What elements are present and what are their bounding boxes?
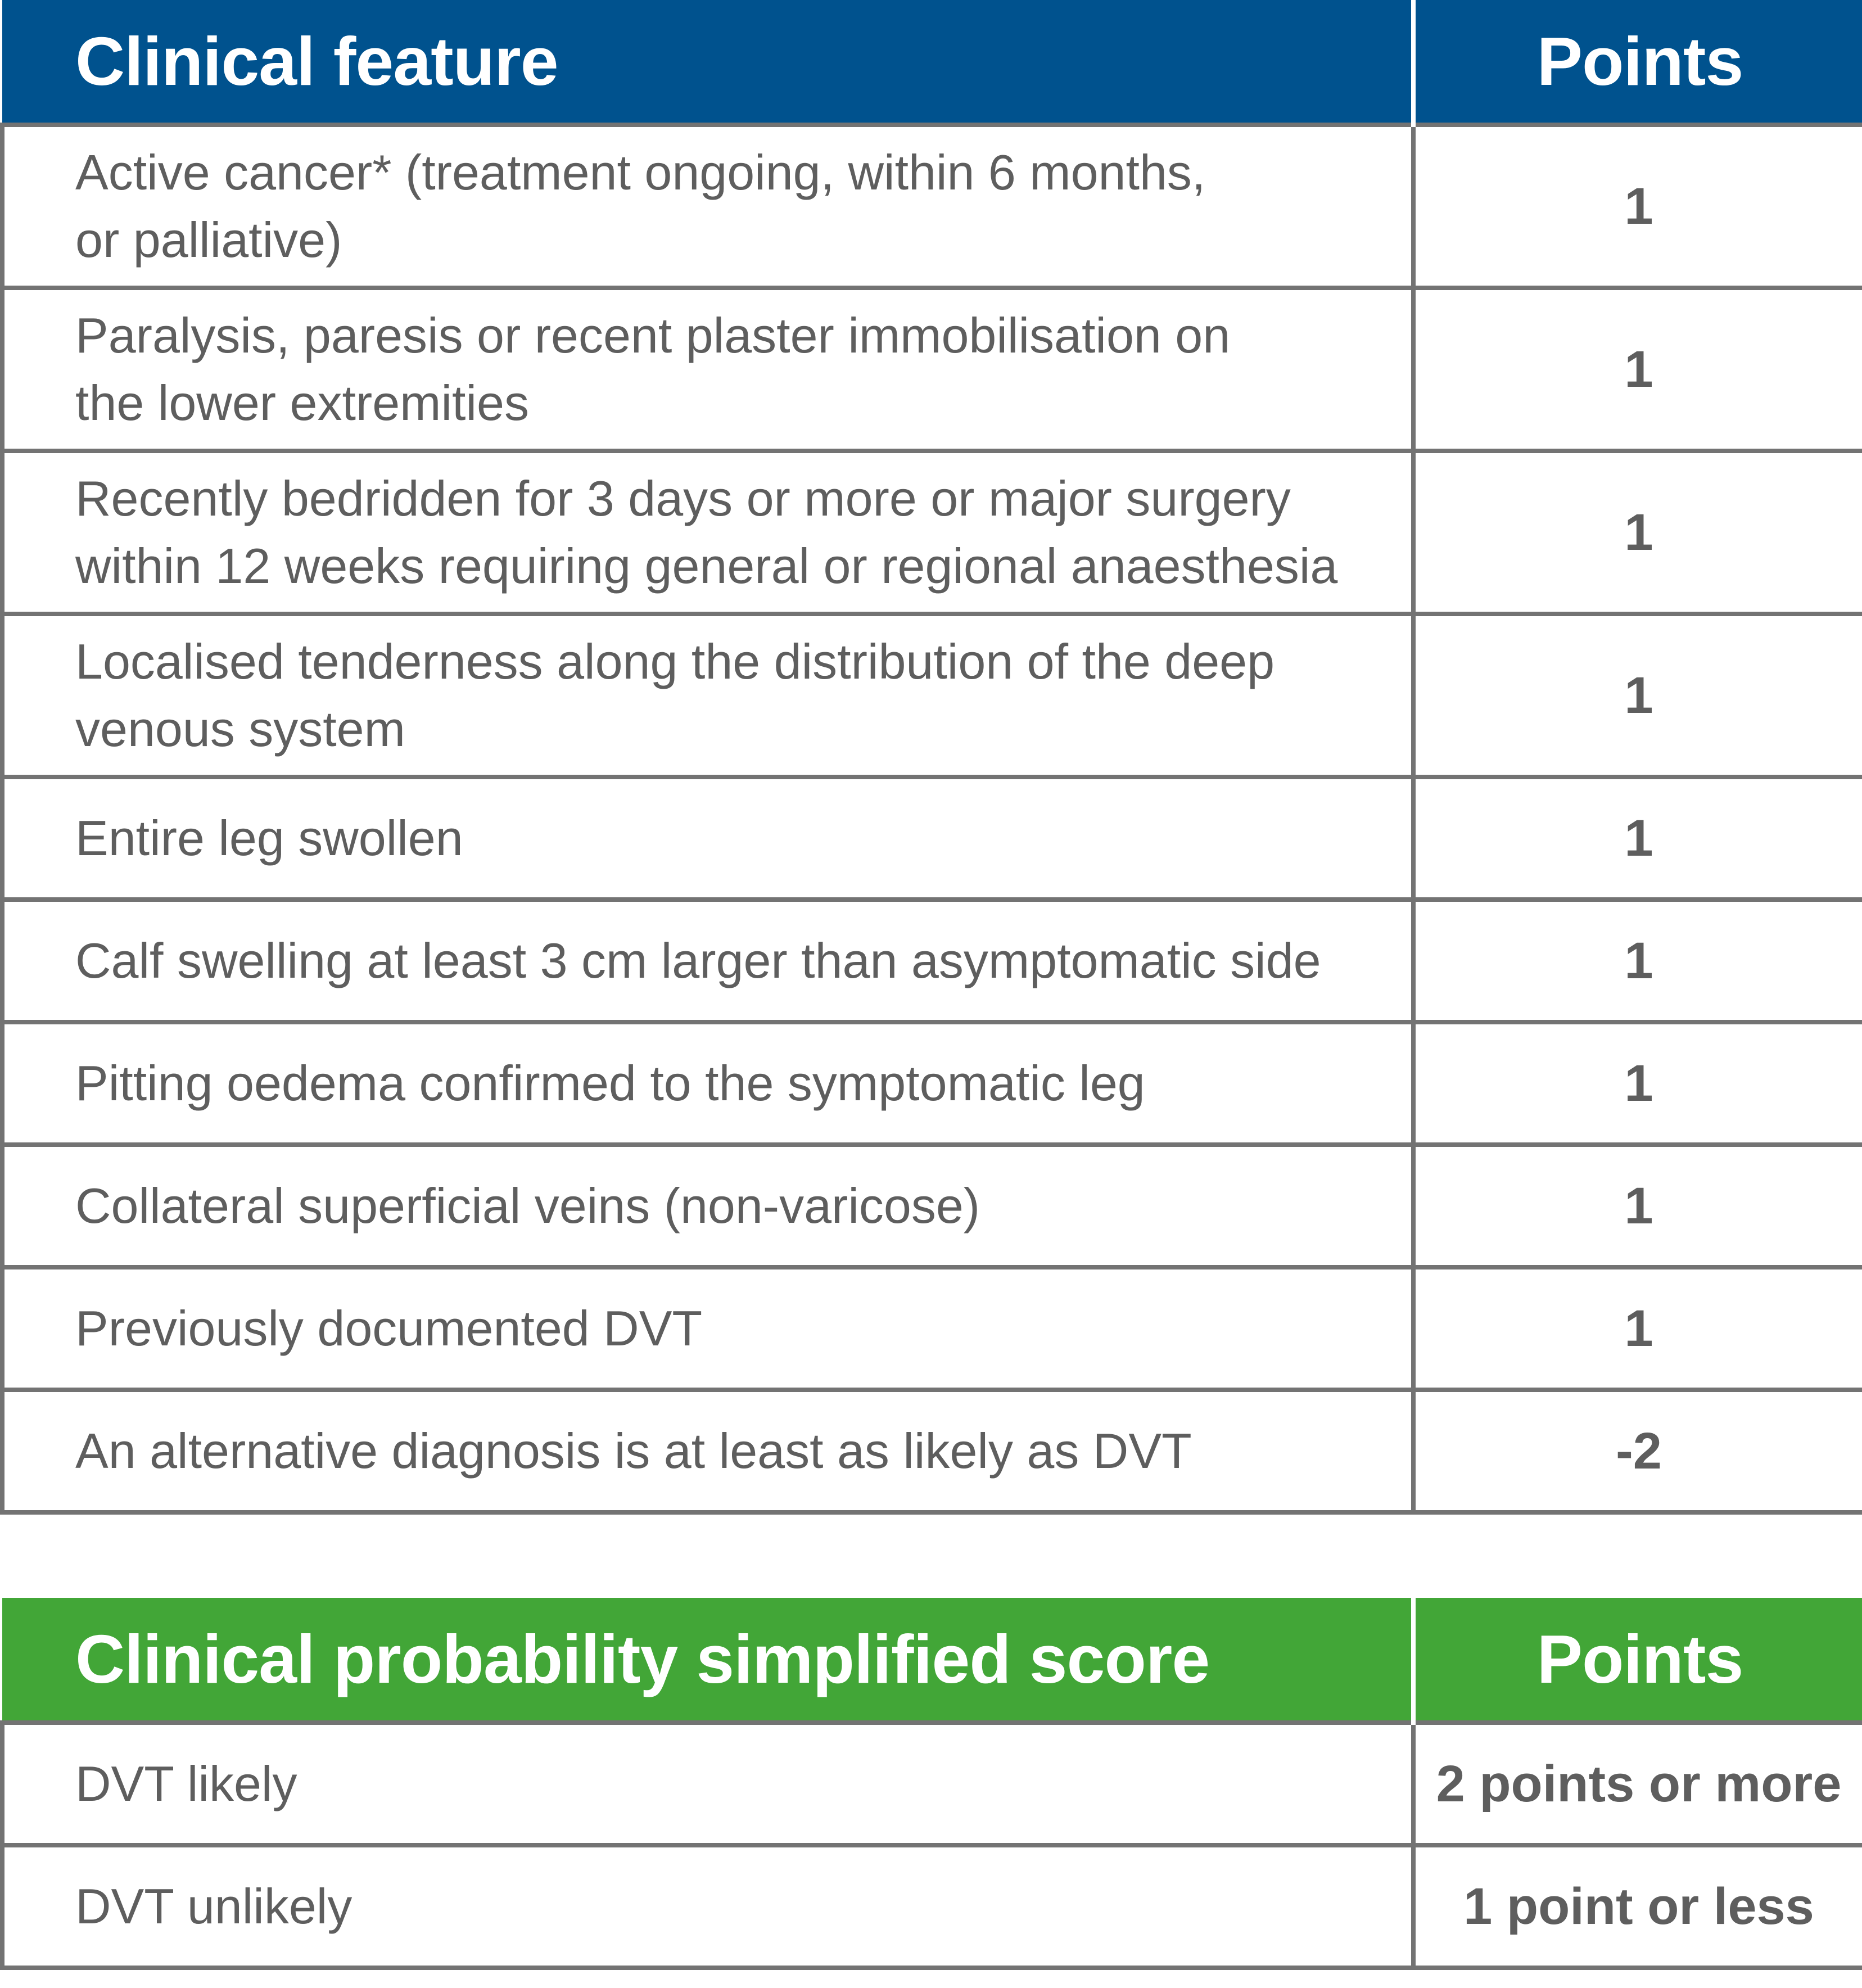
probability-score-table (0, 1598, 1862, 1970)
probability-header-row (2, 1598, 1862, 1723)
feature-text-line: the lower extremities (75, 375, 529, 431)
table-row (2, 900, 1862, 1022)
points-cell: 1 point or less (1413, 1845, 1862, 1968)
points-cell: 1 (1413, 1145, 1862, 1267)
table-row (2, 1145, 1862, 1267)
points-cell: 1 (1413, 777, 1862, 900)
probability-score-header: Clinical probability simplified score (2, 1598, 1413, 1723)
points-cell: 1 (1413, 288, 1862, 451)
feature-cell: Collateral superficial veins (non-varicose) (2, 1145, 1413, 1267)
points-cell: -2 (1413, 1390, 1862, 1512)
points-cell: 2 points or more (1413, 1723, 1862, 1845)
feature-text-line: or palliative) (75, 212, 342, 268)
table-row (2, 1022, 1862, 1145)
points-cell: 1 (1413, 614, 1862, 777)
table-row (2, 1390, 1862, 1512)
points-cell: 1 (1413, 1022, 1862, 1145)
table-row (2, 777, 1862, 900)
feature-cell: Entire leg swollen (2, 777, 1413, 900)
table-row (2, 451, 1862, 614)
table-row (2, 125, 1862, 288)
points-cell: 1 (1413, 1267, 1862, 1390)
feature-text-line: Recently bedridden for 3 days or more or major surgery (75, 471, 1291, 526)
feature-cell: An alternative diagnosis is at least as likely as DVT (2, 1390, 1413, 1512)
feature-cell: Calf swelling at least 3 cm larger than asymptomatic side (2, 900, 1413, 1022)
points-cell: 1 (1413, 900, 1862, 1022)
points-cell: 1 (1413, 125, 1862, 288)
points-header: Points (1536, 23, 1743, 100)
table-row (2, 1845, 1862, 1968)
feature-cell: DVT likely (2, 1723, 1413, 1845)
feature-cell (2, 614, 1413, 777)
feature-text-line: Paralysis, paresis or recent plaster immobilisation on (75, 308, 1231, 363)
feature-text-line: Localised tenderness along the distribution of the deep (75, 634, 1275, 689)
feature-cell: Pitting oedema confirmed to the symptomatic leg (2, 1022, 1413, 1145)
feature-cell: DVT unlikely (2, 1845, 1413, 1968)
feature-cell: Previously documented DVT (2, 1267, 1413, 1390)
points-header: Points (1536, 1621, 1743, 1697)
table-row (2, 288, 1862, 451)
feature-cell (2, 288, 1413, 451)
feature-cell (2, 125, 1413, 288)
feature-cell (2, 451, 1413, 614)
clinical-feature-header: Clinical feature (2, 0, 1413, 125)
points-cell: 1 (1413, 451, 1862, 614)
table-row (2, 1723, 1862, 1845)
table-row (2, 614, 1862, 777)
feature-text-line: Active cancer* (treatment ongoing, within 6 months, (75, 144, 1206, 200)
features-header-row (2, 0, 1862, 125)
feature-text-line: within 12 weeks requiring general or regional anaesthesia (75, 538, 1338, 594)
feature-text-line: venous system (75, 701, 405, 757)
table-row (2, 1267, 1862, 1390)
